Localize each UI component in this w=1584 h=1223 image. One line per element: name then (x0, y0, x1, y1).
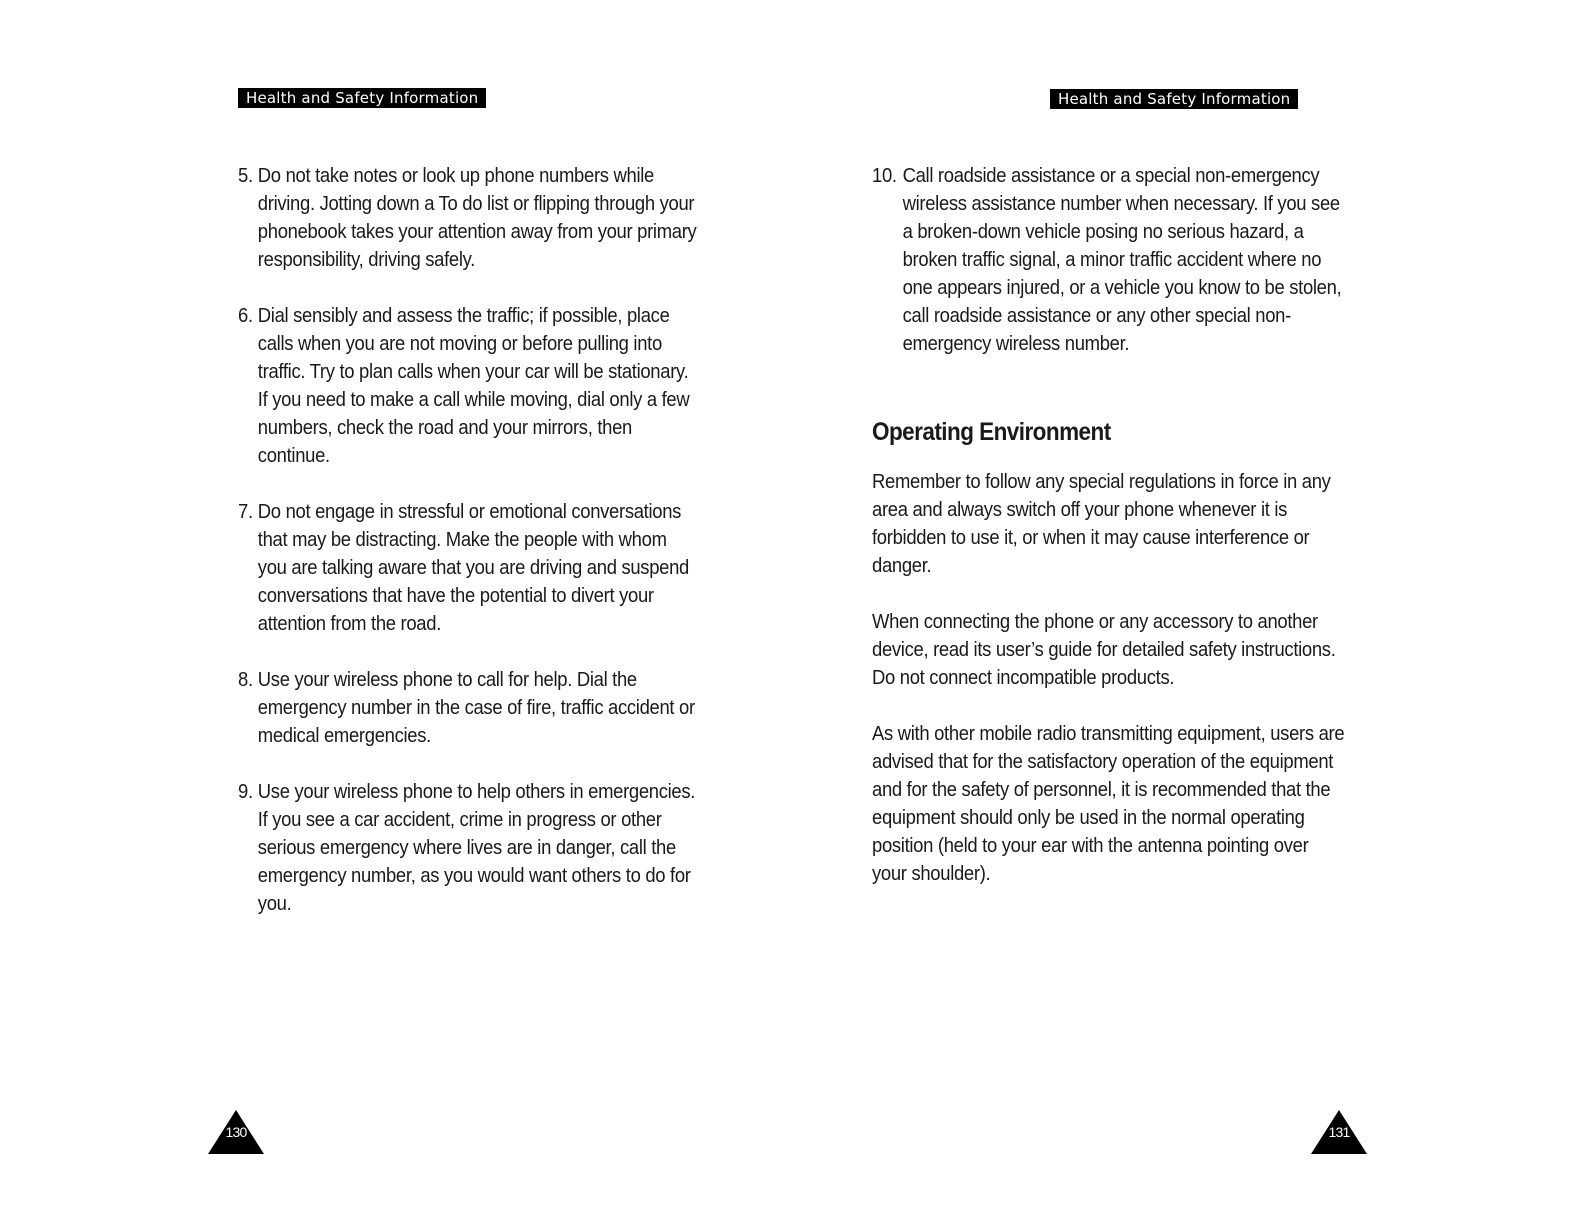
list-item-text: Use your wireless phone to help others in emergencies. If you see a car accident, crime in progress or other serious emergency where lives are in danger, call the emergency number, as you would want others to do for you. (257, 780, 696, 915)
list-item-text: Do not engage in stressful or emotional conversations that may be distracting. Make the people with whom you are talking aware that you are driving and suspend conversations that have the potential to divert your attention from the road. (257, 500, 689, 635)
list-item-text: Call roadside assistance or a special non-emergency wireless assistance number when necessary. If you see a broken-down vehicle posing no serious hazard, a broken traffic signal, a minor traffic accident where no one appears injured, or a vehicle you know to be stolen, call roadside assistance or any other special non-emergency wireless number. (902, 164, 1342, 355)
list-item-6 (238, 302, 697, 470)
page-number-right (1311, 1110, 1367, 1156)
running-header-left: Health and Safety Information (238, 88, 486, 108)
right-page-content (872, 162, 1345, 916)
list-item-10 (872, 162, 1345, 358)
list-item-text: Do not take notes or look up phone numbers while driving. Jotting down a To do list or flipping through your phonebook takes your attention away from your primary responsibility, driving safely. (257, 164, 697, 271)
list-item-number: 10. (872, 164, 897, 187)
paragraph-regulations: Remember to follow any special regulations in force in any area and always switch off your phone whenever it is forbidden to use it, or when it may cause interference or danger. (872, 470, 1331, 577)
paragraph-operating-position: As with other mobile radio transmitting equipment, users are advised that for the satisfactory operation of the equipment and for the safety of personnel, it is recommended that the equipment should only be used in the normal operating position (held to your ear with the antenna pointing over your shoulder). (872, 722, 1345, 885)
list-item-number: 6. (238, 304, 253, 327)
list-item-7 (238, 498, 697, 638)
list-item-5 (238, 162, 697, 274)
list-item-number: 8. (238, 668, 253, 691)
page-number-left (208, 1110, 264, 1156)
list-item-number: 9. (238, 780, 253, 803)
running-header-right: Health and Safety Information (1050, 89, 1298, 109)
list-item-text: Use your wireless phone to call for help. Dial the emergency number in the case of fire, traffic accident or medical emergencies. (257, 668, 695, 747)
paragraph-connecting-devices: When connecting the phone or any accessory to another device, read its user’s guide for detailed safety instructions. Do not connect incompatible products. (872, 610, 1336, 689)
list-item-number: 7. (238, 500, 253, 523)
page-number-text: 131 (1328, 1124, 1350, 1140)
list-item-text: Dial sensibly and assess the traffic; if possible, place calls when you are not moving or before pulling into traffic. Try to plan calls when your car will be stationary. If you need to make a call while moving, dial only a few numbers, check the road and your mirrors, then continue. (257, 304, 690, 467)
list-item-number: 5. (238, 164, 253, 187)
list-item-8 (238, 666, 697, 750)
list-item-9 (238, 778, 697, 918)
left-page-content (238, 162, 697, 946)
page-number-text: 130 (225, 1124, 247, 1140)
section-heading-operating-environment: Operating Environment (872, 418, 1111, 446)
